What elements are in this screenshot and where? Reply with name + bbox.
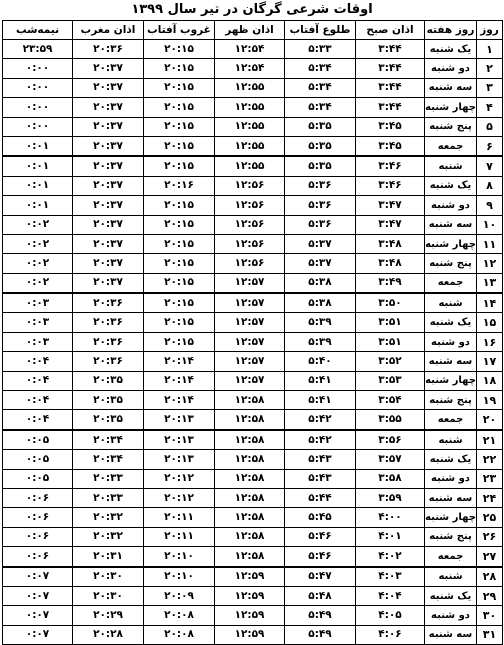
fajr-cell: ۳:۵۴ — [356, 391, 425, 410]
table-row — [3, 59, 503, 78]
sunrise-cell: ۵:۳۴ — [285, 78, 356, 97]
prayer-times-table — [2, 20, 503, 645]
sunrise-cell: ۵:۴۵ — [285, 508, 356, 527]
day-cell: ۲۸ — [477, 567, 503, 587]
dayname-cell: سه شنبه — [425, 78, 477, 97]
table-row — [3, 567, 503, 587]
dhuhr-cell: ۱۲:۵۹ — [215, 567, 285, 587]
dhuhr-cell: ۱۲:۵۹ — [215, 586, 285, 605]
maghrib-cell: ۲۰:۳۷ — [73, 78, 144, 97]
midnight-cell: ۰:۰۱ — [3, 196, 73, 215]
midnight-cell: ۰:۰۲ — [3, 273, 73, 293]
maghrib-cell: ۲۰:۳۷ — [73, 273, 144, 293]
day-cell: ۵ — [477, 117, 503, 136]
dhuhr-cell: ۱۲:۵۷ — [215, 293, 285, 313]
sunset-cell: ۲۰:۱۰ — [144, 547, 215, 567]
table-row — [3, 488, 503, 507]
midnight-cell: ۰:۰۶ — [3, 547, 73, 567]
dayname-cell: جمعه — [425, 547, 477, 567]
fajr-cell: ۳:۴۶ — [356, 156, 425, 176]
dayname-cell: شنبه — [425, 156, 477, 176]
maghrib-cell: ۲۰:۲۹ — [73, 606, 144, 625]
table-row — [3, 606, 503, 625]
sunset-cell: ۲۰:۱۵ — [144, 293, 215, 313]
dayname-cell: دو شنبه — [425, 606, 477, 625]
day-cell: ۲۰ — [477, 410, 503, 430]
header-sunrise: طلوع آفتاب — [285, 21, 356, 40]
sunrise-cell: ۵:۳۳ — [285, 40, 356, 59]
sunrise-cell: ۵:۳۹ — [285, 313, 356, 332]
sunset-cell: ۲۰:۱۴ — [144, 391, 215, 410]
table-row — [3, 98, 503, 117]
midnight-cell: ۰:۰۷ — [3, 625, 73, 644]
fajr-cell: ۳:۵۳ — [356, 371, 425, 390]
dhuhr-cell: ۱۲:۵۷ — [215, 273, 285, 293]
sunrise-cell: ۵:۴۰ — [285, 352, 356, 371]
maghrib-cell: ۲۰:۳۶ — [73, 332, 144, 351]
dhuhr-cell: ۱۲:۵۹ — [215, 625, 285, 644]
maghrib-cell: ۲۰:۳۵ — [73, 410, 144, 430]
dhuhr-cell: ۱۲:۵۴ — [215, 40, 285, 59]
dhuhr-cell: ۱۲:۵۸ — [215, 410, 285, 430]
sunrise-cell: ۵:۴۳ — [285, 469, 356, 488]
fajr-cell: ۳:۵۰ — [356, 293, 425, 313]
dayname-cell: یک شنبه — [425, 176, 477, 195]
midnight-cell: ۰:۰۵ — [3, 469, 73, 488]
day-cell: ۳ — [477, 78, 503, 97]
dayname-cell: سه شنبه — [425, 352, 477, 371]
fajr-cell: ۳:۵۲ — [356, 352, 425, 371]
midnight-cell: ۰:۰۷ — [3, 586, 73, 605]
dhuhr-cell: ۱۲:۵۸ — [215, 547, 285, 567]
fajr-cell: ۳:۴۴ — [356, 59, 425, 78]
table-row — [3, 215, 503, 234]
sunrise-cell: ۵:۳۸ — [285, 293, 356, 313]
maghrib-cell: ۲۰:۳۰ — [73, 586, 144, 605]
dayname-cell: شنبه — [425, 567, 477, 587]
sunrise-cell: ۵:۳۶ — [285, 176, 356, 195]
table-row — [3, 196, 503, 215]
table-row — [3, 313, 503, 332]
dayname-cell: پنج شنبه — [425, 391, 477, 410]
sunset-cell: ۲۰:۱۵ — [144, 234, 215, 253]
table-row — [3, 273, 503, 293]
sunset-cell: ۲۰:۰۸ — [144, 606, 215, 625]
dayname-cell: چهار شنبه — [425, 234, 477, 253]
sunset-cell: ۲۰:۱۰ — [144, 567, 215, 587]
dhuhr-cell: ۱۲:۵۸ — [215, 488, 285, 507]
sunrise-cell: ۵:۴۹ — [285, 606, 356, 625]
sunset-cell: ۲۰:۱۵ — [144, 196, 215, 215]
midnight-cell: ۰:۰۰ — [3, 78, 73, 97]
header-dhuhr: اذان ظهر — [215, 21, 285, 40]
dhuhr-cell: ۱۲:۵۷ — [215, 332, 285, 351]
dayname-cell: شنبه — [425, 293, 477, 313]
maghrib-cell: ۲۰:۳۷ — [73, 234, 144, 253]
fajr-cell: ۳:۴۷ — [356, 196, 425, 215]
table-row — [3, 527, 503, 546]
table-row — [3, 352, 503, 371]
table-row — [3, 78, 503, 97]
sunrise-cell: ۵:۳۸ — [285, 273, 356, 293]
midnight-cell: ۰:۰۶ — [3, 527, 73, 546]
maghrib-cell: ۲۰:۳۷ — [73, 156, 144, 176]
maghrib-cell: ۲۰:۳۶ — [73, 293, 144, 313]
dayname-cell: جمعه — [425, 273, 477, 293]
day-cell: ۳۰ — [477, 606, 503, 625]
maghrib-cell: ۲۰:۳۲ — [73, 527, 144, 546]
fajr-cell: ۳:۵۱ — [356, 313, 425, 332]
table-row — [3, 293, 503, 313]
table-row — [3, 254, 503, 273]
dayname-cell: دو شنبه — [425, 59, 477, 78]
sunrise-cell: ۵:۳۵ — [285, 136, 356, 156]
fajr-cell: ۳:۴۹ — [356, 273, 425, 293]
midnight-cell: ۰:۰۷ — [3, 606, 73, 625]
table-row — [3, 156, 503, 176]
maghrib-cell: ۲۰:۳۷ — [73, 136, 144, 156]
midnight-cell: ۰:۰۳ — [3, 313, 73, 332]
table-row — [3, 625, 503, 644]
day-cell: ۲۹ — [477, 586, 503, 605]
midnight-cell: ۰:۰۰ — [3, 98, 73, 117]
day-cell: ۳۱ — [477, 625, 503, 644]
sunrise-cell: ۵:۳۵ — [285, 117, 356, 136]
table-row — [3, 136, 503, 156]
dayname-cell: جمعه — [425, 410, 477, 430]
sunset-cell: ۲۰:۰۸ — [144, 625, 215, 644]
midnight-cell: ۰:۰۶ — [3, 508, 73, 527]
midnight-cell: ۰:۰۴ — [3, 371, 73, 390]
maghrib-cell: ۲۰:۳۰ — [73, 567, 144, 587]
maghrib-cell: ۲۰:۳۵ — [73, 371, 144, 390]
day-cell: ۱۸ — [477, 371, 503, 390]
maghrib-cell: ۲۰:۳۷ — [73, 196, 144, 215]
dhuhr-cell: ۱۲:۵۵ — [215, 117, 285, 136]
maghrib-cell: ۲۰:۳۵ — [73, 391, 144, 410]
day-cell: ۲۵ — [477, 508, 503, 527]
day-cell: ۲۷ — [477, 547, 503, 567]
page-title: اوقات شرعی گرگان در تیر سال ۱۳۹۹ — [131, 2, 373, 17]
sunset-cell: ۲۰:۱۵ — [144, 59, 215, 78]
maghrib-cell: ۲۰:۳۷ — [73, 117, 144, 136]
dayname-cell: شنبه — [425, 430, 477, 450]
sunset-cell: ۲۰:۰۹ — [144, 586, 215, 605]
midnight-cell: ۰:۰۷ — [3, 567, 73, 587]
sunset-cell: ۲۰:۱۴ — [144, 352, 215, 371]
sunrise-cell: ۵:۳۶ — [285, 196, 356, 215]
maghrib-cell: ۲۰:۳۶ — [73, 313, 144, 332]
sunset-cell: ۲۰:۱۱ — [144, 527, 215, 546]
dayname-cell: سه شنبه — [425, 488, 477, 507]
sunrise-cell: ۵:۴۹ — [285, 625, 356, 644]
dhuhr-cell: ۱۲:۵۶ — [215, 176, 285, 195]
dayname-cell: چهار شنبه — [425, 98, 477, 117]
sunset-cell: ۲۰:۱۵ — [144, 332, 215, 351]
fajr-cell: ۳:۵۵ — [356, 410, 425, 430]
table-row — [3, 547, 503, 567]
day-cell: ۲ — [477, 59, 503, 78]
sunrise-cell: ۵:۴۶ — [285, 547, 356, 567]
sunrise-cell: ۵:۳۵ — [285, 156, 356, 176]
fajr-cell: ۳:۵۷ — [356, 450, 425, 469]
midnight-cell: ۰:۰۱ — [3, 176, 73, 195]
table-row — [3, 430, 503, 450]
table-row — [3, 391, 503, 410]
sunrise-cell: ۵:۴۲ — [285, 410, 356, 430]
sunset-cell: ۲۰:۱۵ — [144, 156, 215, 176]
sunset-cell: ۲۰:۱۵ — [144, 273, 215, 293]
fajr-cell: ۳:۵۶ — [356, 430, 425, 450]
sunset-cell: ۲۰:۱۳ — [144, 450, 215, 469]
dhuhr-cell: ۱۲:۵۵ — [215, 78, 285, 97]
sunset-cell: ۲۰:۱۱ — [144, 508, 215, 527]
dhuhr-cell: ۱۲:۵۸ — [215, 469, 285, 488]
fajr-cell: ۳:۴۴ — [356, 98, 425, 117]
fajr-cell: ۳:۴۸ — [356, 254, 425, 273]
dhuhr-cell: ۱۲:۵۴ — [215, 59, 285, 78]
day-cell: ۹ — [477, 196, 503, 215]
sunrise-cell: ۵:۴۲ — [285, 430, 356, 450]
maghrib-cell: ۲۰:۳۱ — [73, 547, 144, 567]
midnight-cell: ۰:۰۳ — [3, 293, 73, 313]
day-cell: ۱۳ — [477, 273, 503, 293]
sunrise-cell: ۵:۳۷ — [285, 234, 356, 253]
day-cell: ۱۰ — [477, 215, 503, 234]
dhuhr-cell: ۱۲:۵۷ — [215, 313, 285, 332]
midnight-cell: ۲۳:۵۹ — [3, 40, 73, 59]
table-row — [3, 586, 503, 605]
maghrib-cell: ۲۰:۳۷ — [73, 254, 144, 273]
sunset-cell: ۲۰:۱۵ — [144, 40, 215, 59]
dayname-cell: چهار شنبه — [425, 508, 477, 527]
maghrib-cell: ۲۰:۳۳ — [73, 488, 144, 507]
sunset-cell: ۲۰:۱۵ — [144, 98, 215, 117]
sunset-cell: ۲۰:۱۲ — [144, 469, 215, 488]
dhuhr-cell: ۱۲:۵۸ — [215, 527, 285, 546]
fajr-cell: ۴:۰۶ — [356, 625, 425, 644]
sunrise-cell: ۵:۴۱ — [285, 391, 356, 410]
sunset-cell: ۲۰:۱۵ — [144, 78, 215, 97]
midnight-cell: ۰:۰۵ — [3, 450, 73, 469]
table-row — [3, 469, 503, 488]
header-fajr: اذان صبح — [356, 21, 425, 40]
midnight-cell: ۰:۰۲ — [3, 215, 73, 234]
maghrib-cell: ۲۰:۳۶ — [73, 40, 144, 59]
table-row — [3, 332, 503, 351]
dayname-cell: یک شنبه — [425, 586, 477, 605]
sunset-cell: ۲۰:۱۵ — [144, 136, 215, 156]
fajr-cell: ۳:۵۸ — [356, 469, 425, 488]
sunrise-cell: ۵:۳۷ — [285, 254, 356, 273]
maghrib-cell: ۲۰:۳۴ — [73, 430, 144, 450]
dhuhr-cell: ۱۲:۵۶ — [215, 215, 285, 234]
fajr-cell: ۴:۰۵ — [356, 606, 425, 625]
day-cell: ۱۲ — [477, 254, 503, 273]
table-header-row — [3, 21, 503, 40]
sunset-cell: ۲۰:۱۶ — [144, 176, 215, 195]
dhuhr-cell: ۱۲:۵۶ — [215, 254, 285, 273]
maghrib-cell: ۲۰:۳۷ — [73, 176, 144, 195]
table-row — [3, 176, 503, 195]
header-midnight: نیمه‌شب — [3, 21, 73, 40]
midnight-cell: ۰:۰۰ — [3, 59, 73, 78]
fajr-cell: ۳:۵۹ — [356, 488, 425, 507]
day-cell: ۱۹ — [477, 391, 503, 410]
day-cell: ۲۲ — [477, 450, 503, 469]
sunset-cell: ۲۰:۱۵ — [144, 215, 215, 234]
fajr-cell: ۴:۰۱ — [356, 527, 425, 546]
sunrise-cell: ۵:۳۹ — [285, 332, 356, 351]
sunrise-cell: ۵:۳۶ — [285, 215, 356, 234]
sunset-cell: ۲۰:۱۳ — [144, 410, 215, 430]
day-cell: ۲۱ — [477, 430, 503, 450]
header-day: روز — [477, 21, 503, 40]
dhuhr-cell: ۱۲:۵۸ — [215, 508, 285, 527]
sunrise-cell: ۵:۳۴ — [285, 98, 356, 117]
dhuhr-cell: ۱۲:۵۹ — [215, 606, 285, 625]
maghrib-cell: ۲۰:۲۸ — [73, 625, 144, 644]
dayname-cell: پنج شنبه — [425, 117, 477, 136]
day-cell: ۱۱ — [477, 234, 503, 253]
day-cell: ۴ — [477, 98, 503, 117]
sunset-cell: ۲۰:۱۵ — [144, 117, 215, 136]
fajr-cell: ۴:۰۰ — [356, 508, 425, 527]
dhuhr-cell: ۱۲:۵۶ — [215, 234, 285, 253]
midnight-cell: ۰:۰۱ — [3, 156, 73, 176]
dayname-cell: سه شنبه — [425, 215, 477, 234]
fajr-cell: ۳:۴۶ — [356, 176, 425, 195]
sunrise-cell: ۵:۴۱ — [285, 371, 356, 390]
header-maghrib: اذان مغرب — [73, 21, 144, 40]
sunrise-cell: ۵:۴۴ — [285, 488, 356, 507]
dhuhr-cell: ۱۲:۵۵ — [215, 98, 285, 117]
midnight-cell: ۰:۰۴ — [3, 352, 73, 371]
dhuhr-cell: ۱۲:۵۸ — [215, 450, 285, 469]
fajr-cell: ۳:۵۱ — [356, 332, 425, 351]
table-row — [3, 234, 503, 253]
table-row — [3, 410, 503, 430]
dhuhr-cell: ۱۲:۵۵ — [215, 136, 285, 156]
fajr-cell: ۴:۰۳ — [356, 567, 425, 587]
header-dayname: روز هفته — [425, 21, 477, 40]
dhuhr-cell: ۱۲:۵۷ — [215, 371, 285, 390]
table-row — [3, 508, 503, 527]
midnight-cell: ۰:۰۰ — [3, 117, 73, 136]
dayname-cell: چهار شنبه — [425, 371, 477, 390]
maghrib-cell: ۲۰:۳۴ — [73, 450, 144, 469]
dayname-cell: سه شنبه — [425, 625, 477, 644]
sunrise-cell: ۵:۴۶ — [285, 527, 356, 546]
day-cell: ۱۷ — [477, 352, 503, 371]
table-row — [3, 450, 503, 469]
maghrib-cell: ۲۰:۳۷ — [73, 215, 144, 234]
dhuhr-cell: ۱۲:۵۸ — [215, 391, 285, 410]
fajr-cell: ۴:۰۴ — [356, 586, 425, 605]
sunrise-cell: ۵:۴۸ — [285, 586, 356, 605]
dayname-cell: دو شنبه — [425, 469, 477, 488]
dayname-cell: پنج شنبه — [425, 527, 477, 546]
midnight-cell: ۰:۰۴ — [3, 391, 73, 410]
midnight-cell: ۰:۰۲ — [3, 234, 73, 253]
midnight-cell: ۰:۰۵ — [3, 430, 73, 450]
dayname-cell: جمعه — [425, 136, 477, 156]
maghrib-cell: ۲۰:۳۳ — [73, 469, 144, 488]
header-sunset: غروب آفتاب — [144, 21, 215, 40]
sunset-cell: ۲۰:۱۵ — [144, 254, 215, 273]
day-cell: ۶ — [477, 136, 503, 156]
midnight-cell: ۰:۰۱ — [3, 136, 73, 156]
dayname-cell: یک شنبه — [425, 40, 477, 59]
day-cell: ۲۶ — [477, 527, 503, 546]
table-row — [3, 40, 503, 59]
fajr-cell: ۳:۴۵ — [356, 117, 425, 136]
fajr-cell: ۳:۴۵ — [356, 136, 425, 156]
day-cell: ۱۶ — [477, 332, 503, 351]
day-cell: ۷ — [477, 156, 503, 176]
dhuhr-cell: ۱۲:۵۷ — [215, 352, 285, 371]
fajr-cell: ۳:۴۴ — [356, 40, 425, 59]
day-cell: ۱ — [477, 40, 503, 59]
table-row — [3, 371, 503, 390]
dayname-cell: دو شنبه — [425, 332, 477, 351]
sunrise-cell: ۵:۴۷ — [285, 567, 356, 587]
sunrise-cell: ۵:۳۴ — [285, 59, 356, 78]
dayname-cell: پنج شنبه — [425, 254, 477, 273]
fajr-cell: ۳:۴۸ — [356, 234, 425, 253]
dayname-cell: یک شنبه — [425, 313, 477, 332]
maghrib-cell: ۲۰:۳۲ — [73, 508, 144, 527]
dayname-cell: دو شنبه — [425, 196, 477, 215]
sunset-cell: ۲۰:۱۳ — [144, 430, 215, 450]
day-cell: ۱۵ — [477, 313, 503, 332]
dhuhr-cell: ۱۲:۵۸ — [215, 430, 285, 450]
sunrise-cell: ۵:۴۳ — [285, 450, 356, 469]
dhuhr-cell: ۱۲:۵۵ — [215, 156, 285, 176]
fajr-cell: ۳:۴۷ — [356, 215, 425, 234]
day-cell: ۲۴ — [477, 488, 503, 507]
day-cell: ۸ — [477, 176, 503, 195]
dhuhr-cell: ۱۲:۵۶ — [215, 196, 285, 215]
table-row — [3, 117, 503, 136]
dayname-cell: یک شنبه — [425, 450, 477, 469]
midnight-cell: ۰:۰۲ — [3, 254, 73, 273]
day-cell: ۲۳ — [477, 469, 503, 488]
maghrib-cell: ۲۰:۳۷ — [73, 98, 144, 117]
fajr-cell: ۳:۴۴ — [356, 78, 425, 97]
fajr-cell: ۴:۰۲ — [356, 547, 425, 567]
midnight-cell: ۰:۰۴ — [3, 410, 73, 430]
maghrib-cell: ۲۰:۳۶ — [73, 352, 144, 371]
sunset-cell: ۲۰:۱۴ — [144, 371, 215, 390]
sunset-cell: ۲۰:۱۲ — [144, 488, 215, 507]
table-body — [3, 40, 503, 645]
maghrib-cell: ۲۰:۳۷ — [73, 59, 144, 78]
midnight-cell: ۰:۰۳ — [3, 332, 73, 351]
sunset-cell: ۲۰:۱۵ — [144, 313, 215, 332]
day-cell: ۱۴ — [477, 293, 503, 313]
midnight-cell: ۰:۰۶ — [3, 488, 73, 507]
